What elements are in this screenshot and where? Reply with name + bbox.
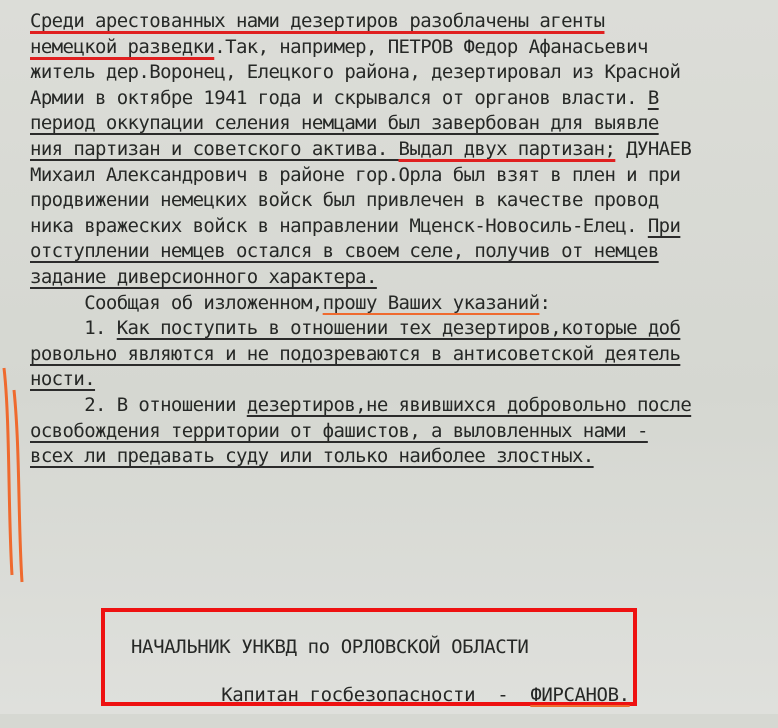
- text-segment: Сообщая об изложенном,: [30, 291, 323, 314]
- text-segment: .Так, например, ПЕТРОВ Федор Афанасьевич: [214, 35, 648, 58]
- signature-name: ФИРСАНОВ.: [530, 684, 630, 706]
- text-segment: задание диверсионного характера.: [30, 266, 377, 288]
- document-line: [30, 188, 778, 212]
- document-line: [30, 419, 778, 443]
- text-segment: Среди арестованных нами дезертиров разоблачены агенты: [30, 10, 605, 32]
- text-segment: освобождения территории от фашистов, а выловленных нами -: [30, 419, 648, 442]
- text-segment: период оккупации селения немцами был завербован для выявле: [30, 112, 659, 135]
- text-segment: житель дер.Воронец, Елецкого района, дезертировал из Красной: [30, 61, 681, 84]
- text-segment: отступлении немцев остался в своем селе, получив от немцев: [30, 240, 659, 263]
- document-line: [30, 291, 778, 315]
- signature-rank: Капитан госбезопасности -: [221, 684, 531, 706]
- text-segment: ности.: [30, 368, 96, 391]
- text-segment: Выдал двух партизан;: [398, 138, 616, 160]
- text-segment: продвижении немецких войск был привлечен в качестве провод: [30, 189, 659, 212]
- margin-bracket-mark: [0, 360, 40, 590]
- document-line: [30, 111, 778, 135]
- document-line: [30, 163, 778, 187]
- text-segment: Как поступить в отношении тех дезертиров,которые доб: [116, 317, 681, 340]
- text-segment: 1.: [30, 317, 117, 340]
- text-segment: В: [647, 86, 659, 109]
- document-line: [30, 444, 778, 468]
- document-line: [30, 137, 778, 161]
- text-segment: немецкой разведки: [30, 35, 215, 58]
- text-segment: Армии в октябре 1941 года и скрывался от органов власти.: [30, 86, 648, 109]
- text-segment: ровольно являются и не подозреваются в антисоветской деятель: [30, 342, 681, 365]
- text-segment: дезертиров,не явившихся добровольно после: [246, 394, 692, 416]
- document-line: [30, 316, 778, 340]
- text-segment: При: [647, 214, 681, 237]
- signature-rank-line: [155, 662, 630, 728]
- text-segment: 2. В отношении: [30, 394, 247, 416]
- document-line: [30, 9, 778, 33]
- document-line: [30, 367, 778, 391]
- document-line: [30, 86, 778, 110]
- text-segment: ния партизан и советского актива.: [30, 138, 399, 160]
- document-line: [30, 342, 778, 366]
- document-line: [30, 35, 778, 59]
- document-line: [30, 265, 778, 289]
- text-segment: :: [539, 291, 551, 314]
- document-line: [30, 214, 778, 238]
- signature-frame: [101, 608, 637, 706]
- text-segment: прошу Ваших указаний: [322, 291, 540, 314]
- text-segment: ника вражеских войск в направлении Мценск-Новосиль-Елец.: [30, 214, 648, 237]
- document-line: [30, 60, 778, 84]
- document-line: [30, 239, 778, 263]
- text-segment: Михаил Александрович в районе гор.Орла был взят в плен и при: [30, 163, 681, 186]
- signature-title: НАЧАЛЬНИК УНКВД по ОРЛОВСКОЙ ОБЛАСТИ: [131, 636, 529, 658]
- text-segment: ДУНАЕВ: [615, 138, 692, 160]
- document-line: [30, 393, 778, 417]
- text-segment: всех ли предавать суду или только наиболее злостных.: [30, 445, 594, 468]
